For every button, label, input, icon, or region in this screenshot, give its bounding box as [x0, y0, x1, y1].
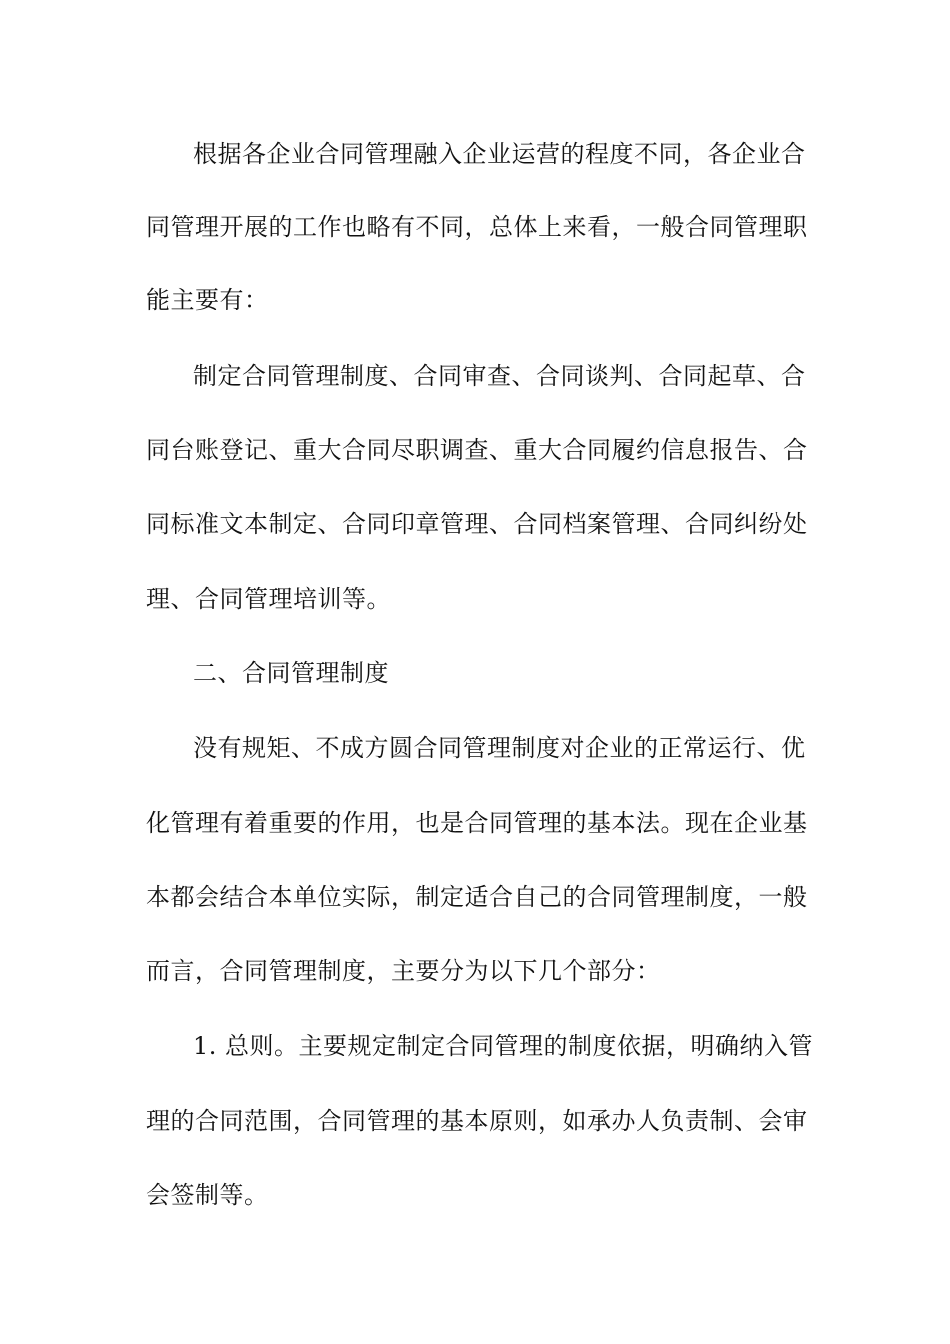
- list-item-1-line-1: 1. 总则。主要规定制定合同管理的制度依据，明确纳入管: [193, 1032, 814, 1060]
- paragraph-3-line-2: 化管理有着重要的作用，也是合同管理的基本法。现在企业基: [146, 809, 808, 837]
- paragraph-1-line-3: 能主要有：: [146, 286, 269, 314]
- paragraph-3-line-4: 而言，合同管理制度，主要分为以下几个部分：: [146, 957, 661, 985]
- paragraph-2-line-1: 制定合同管理制度、合同审查、合同谈判、合同起草、合: [193, 362, 806, 390]
- list-item-1-line-2: 理的合同范围，合同管理的基本原则，如承办人负责制、会审: [146, 1107, 808, 1135]
- paragraph-3-line-1: 没有规矩、不成方圆合同管理制度对企业的正常运行、优: [193, 734, 806, 762]
- section-heading: 二、合同管理制度: [193, 659, 389, 687]
- paragraph-2-line-3: 同标准文本制定、合同印章管理、合同档案管理、合同纠纷处: [146, 510, 808, 538]
- paragraph-1-line-2: 同管理开展的工作也略有不同，总体上来看，一般合同管理职: [146, 213, 808, 241]
- paragraph-2-line-2: 同台账登记、重大合同尽职调查、重大合同履约信息报告、合: [146, 436, 808, 464]
- paragraph-3-line-3: 本都会结合本单位实际，制定适合自己的合同管理制度，一般: [146, 883, 808, 911]
- paragraph-1-line-1: 根据各企业合同管理融入企业运营的程度不同，各企业合: [193, 140, 806, 168]
- list-item-1-line-3: 会签制等。: [146, 1181, 269, 1209]
- paragraph-2-line-4: 理、合同管理培训等。: [146, 585, 391, 613]
